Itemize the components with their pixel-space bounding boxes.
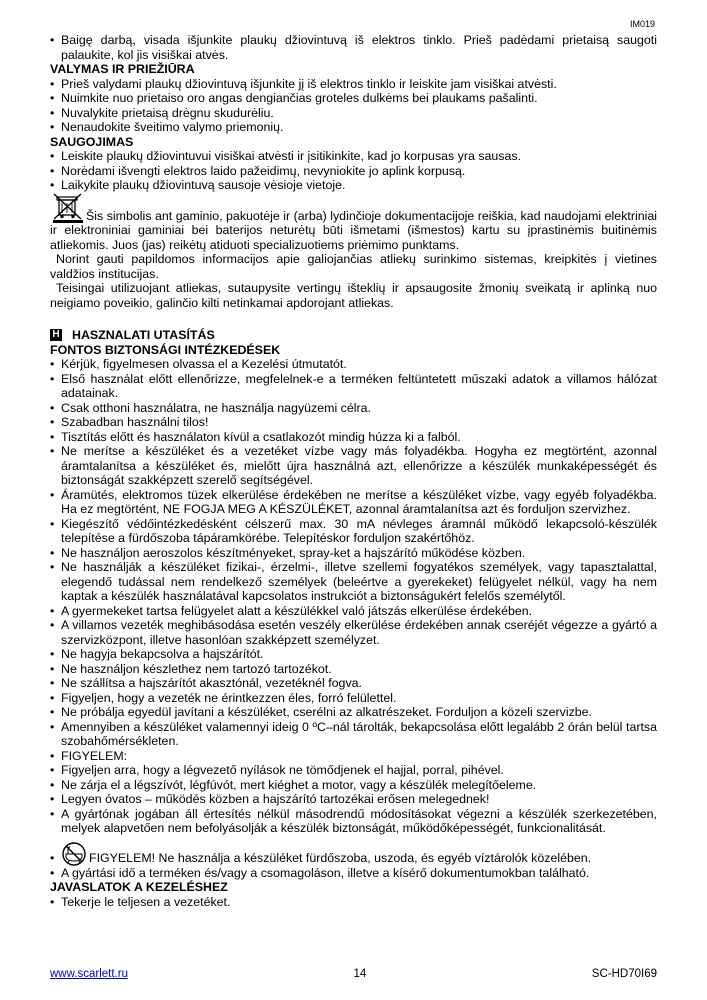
list-item: • Ne használják a készüléket fizikai-, érzelmi-, illetve szellemi fogyatékos személyek, vagy tapasztalattal, elegendő tudással nem rendelkező személyek (beleértve a gyerekeket) felügyelet nélkül, vagy ha nem kaptak a készülék használatával kapcsolatos instrukciót a biztonságukért felelős személytől.	[50, 560, 657, 603]
list-item: • Legyen óvatos – működés közben a hajszárító tartozékai erősen melegednek!	[50, 792, 490, 806]
list-item: • Ne használjon készlethez nem tartozó tartozékot.	[50, 661, 332, 676]
list-item: • Tekerje le teljesen a vezetéket.	[50, 894, 231, 909]
list-item: • Nuvalykite prietaisą drėgnu skudurėliu.	[50, 105, 274, 120]
bullet: •	[50, 149, 55, 163]
bullet: •	[50, 690, 55, 705]
no-bathtub-icon	[61, 842, 87, 866]
website-link[interactable]: www.scarlett.ru	[50, 968, 128, 980]
list-item: • A gyermekeket tartsa felügyelet alatt a készülékkel való játszás elkerülése érdekében.	[50, 603, 533, 618]
bullet: •	[50, 865, 55, 880]
bullet: •	[50, 400, 55, 415]
list-item: • Figyeljen, hogy a vezeték ne érintkezzen éles, forró felülettel.	[50, 690, 397, 705]
list-item: • Áramütés, elektromos tüzek elkerülése érdekében ne merítse a készüléket vízbe, vagy egyéb folyadékba. Ha ez megtörtént, NE FOGJA MEG A KÉSZÜLÉKET, azonnal áramtalanítsa azt és forduljon szervizhez.	[50, 487, 657, 516]
bullet: •	[50, 357, 55, 371]
section-title-tips: JAVASLATOK A KEZELÉSHEZ	[50, 880, 228, 894]
bullet: •	[50, 647, 55, 661]
disposal-text: Teisingai utilizuojant atliekas, sutaupysite vertingų išteklių ir apsaugosite žmonių sveikatą ir aplinką nuo neigiamo poveikio, galinčio kilti netinkamai apdorojant atliekas.	[50, 281, 657, 310]
page-number: 14	[353, 968, 367, 980]
bullet: •	[50, 603, 55, 618]
bullet: •	[50, 76, 55, 91]
page-content	[50, 33, 657, 909]
page-title: HASZNALATI UTASÍTÁS	[72, 328, 215, 342]
list-item: • A gyártási idő a terméken és/vagy a csomagoláson, illetve a kísérő dokumentumokban található.	[50, 865, 590, 880]
list-item: • Norėdami išvengti elektros laido pažeidimų, nevyniokite jo aplink korpusą.	[50, 163, 466, 178]
list-item: • Baigę darbą, visada išjunkite plaukų džiovintuvą iš elektros tinklo. Prieš padėdami prietaisą saugoti palaukite, kol jis visiškai atvės.	[50, 33, 657, 62]
bullet: •	[50, 415, 55, 429]
list-item: • Nuimkite nuo prietaiso oro angas dengiančias groteles dulkėms bei plaukams pašalinti.	[50, 91, 538, 105]
bullet: •	[50, 894, 55, 909]
bullet: •	[50, 763, 55, 777]
info-text: Norint gauti papildomos informacijos apie galiojančias atliekų surinkimo sistemas, kreipkitės į vietines valdžios institucijas.	[50, 252, 657, 281]
list-item: • Ne használjon aeroszolos készítményeket, spray-ket a hajszárító működése közben.	[50, 545, 526, 560]
bullet: •	[50, 560, 55, 574]
bullet: •	[50, 851, 55, 865]
list-item: • Csak otthoni használatra, ne használja nagyüzemi célra.	[50, 400, 371, 415]
bullet: •	[50, 618, 55, 632]
bullet: •	[50, 33, 55, 47]
list-item: • Első használat előtt ellenőrizze, megfelelnek-e a terméken feltüntetett műszaki adatok a villamos hálózat adatainak.	[50, 371, 657, 400]
bullet: •	[50, 371, 55, 386]
list-item: • Ne próbálja egyedül javítani a készüléket, cserélni az alkatrészeket. Forduljon a közeli szervizbe.	[50, 705, 593, 719]
crossed-out-wheelie-bin-icon	[50, 193, 86, 223]
bullet: •	[50, 178, 55, 192]
weee-notice	[50, 193, 657, 253]
list-item: • A villamos vezeték meghibásodása esetén veszély elkerülése érdekében annak cseréjét végezze a gyártó a szervizközpont, illetve hasonlóan szakképzett személyzet.	[50, 618, 657, 647]
page-footer	[50, 968, 657, 980]
bullet: •	[50, 120, 55, 134]
bullet: •	[50, 429, 55, 444]
list-item: • Nenaudokite šveitimo valymo priemonių.	[50, 120, 284, 134]
bullet: •	[50, 516, 55, 531]
section-title-safety: FONTOS BIZTONSÁGI INTÉZKEDÉSEK	[50, 342, 281, 357]
section-title-cleaning: VALYMAS IR PRIEŽIŪRA	[50, 62, 195, 76]
list-item: • Laikykite plaukų džiovintuvą sausoje vėsioje vietoje.	[50, 178, 346, 192]
storage-list	[50, 149, 657, 193]
section-title-storage: SAUGOJIMAS	[50, 134, 134, 149]
list-item: • FIGYELEM:	[50, 748, 128, 763]
hungarian-title	[50, 328, 657, 343]
bullet: •	[50, 105, 55, 120]
list-item: • Ne zárja el a légszívót, légfúvót, mert kiéghet a motor, vagy a készülék melegítőeleme.	[50, 777, 537, 792]
cleaning-list	[50, 77, 657, 135]
bullet: •	[50, 163, 55, 178]
header-model-code: IM019	[629, 19, 655, 29]
bullet: •	[50, 91, 55, 105]
bullet: •	[50, 545, 55, 560]
list-item: • Szabadban használni tilos!	[50, 415, 209, 429]
bullet: •	[50, 676, 55, 690]
bullet: •	[50, 487, 55, 502]
bullet: •	[50, 792, 55, 806]
bullet: •	[50, 806, 55, 821]
list-item: • Ne merítse a készüléket és a vezetéket vízbe vagy más folyadékba. Hogyha ez megtörtént, azonnal áramtalanítsa a készüléket és, mielőtt újra használná azt, ellenőrizze a készülék munkaképességét és biztonságát szakképzett szerelő segítségével.	[50, 444, 657, 487]
list-item: • Tisztítás előtt és használaton kívül a csatlakozót mindig húzza ki a falból.	[50, 429, 461, 444]
bullet: •	[50, 719, 55, 734]
bullet: •	[50, 777, 55, 792]
bullet: •	[50, 748, 55, 763]
list-item: • Kiegészítő védőintézkedésként célszerű max. 30 mA névleges áramnál működő lekapcsoló-készülék telepítése a fürdőszoba tápáramkörébe. Telepítéskor forduljon szakértőhöz.	[50, 516, 657, 545]
list-item: • Leiskite plaukų džiovintuvui visiškai atvėsti ir įsitikinkite, kad jo korpusas yra sausas.	[50, 149, 522, 163]
footer-model: SC-HD70I69	[591, 968, 657, 980]
weee-text: Šis simbolis ant gaminio, pakuotėje ir (arba) lydinčioje dokumentacijoje reiškia, kad naudojami elektriniai ir elektroniniai gaminiai bei baterijos neturėtų būti išmetami (išmestos) kartu su įprastinėmis buitinėmis atliekomis. Juos (jas) reikėtų atiduoti specializuotiems priėmimo punktams.	[50, 208, 657, 252]
list-item: • Figyeljen arra, hogy a légvezető nyílások ne tömődjenek el hajjal, porral, pihével.	[50, 763, 504, 777]
bullet: •	[50, 705, 55, 719]
list-item: • Kérjük, figyelmesen olvassa el a Kezelési útmutatót.	[50, 357, 347, 371]
language-badge: H	[50, 329, 62, 341]
list-item: • Ne szállítsa a hajszárítót akasztónál, vezetéknél fogva.	[50, 676, 362, 690]
bullet: •	[50, 444, 55, 458]
list-item: • Prieš valydami plaukų džiovintuvą išjunkite jį iš elektros tinklo ir leiskite jam visiškai atvėsti.	[50, 76, 557, 91]
bullet: •	[50, 661, 55, 676]
warning-item	[50, 842, 657, 866]
list-item: • A gyártónak jogában áll értesítés nélkül másodrendű módosításokat végezni a készülék szerkezetében, melyek alapvetően nem befolyásolják a készülék biztonságát, működőképességét, funkcionalitását.	[50, 806, 657, 835]
list-item: • Amennyiben a készüléket valamennyi ideig 0 ºC–nál tárolták, bekapcsolása előtt legalább 2 órán belül tartsa szobahőmérsékleten.	[50, 719, 657, 748]
list-item: • Ne hagyja bekapcsolva a hajszárítót.	[50, 647, 264, 661]
warning-text: FIGYELEM! Ne használja a készüléket fürdőszoba, uszoda, és egyéb víztárolók közelében.	[89, 851, 592, 865]
tips-list	[50, 895, 657, 910]
safety-list	[50, 357, 657, 836]
